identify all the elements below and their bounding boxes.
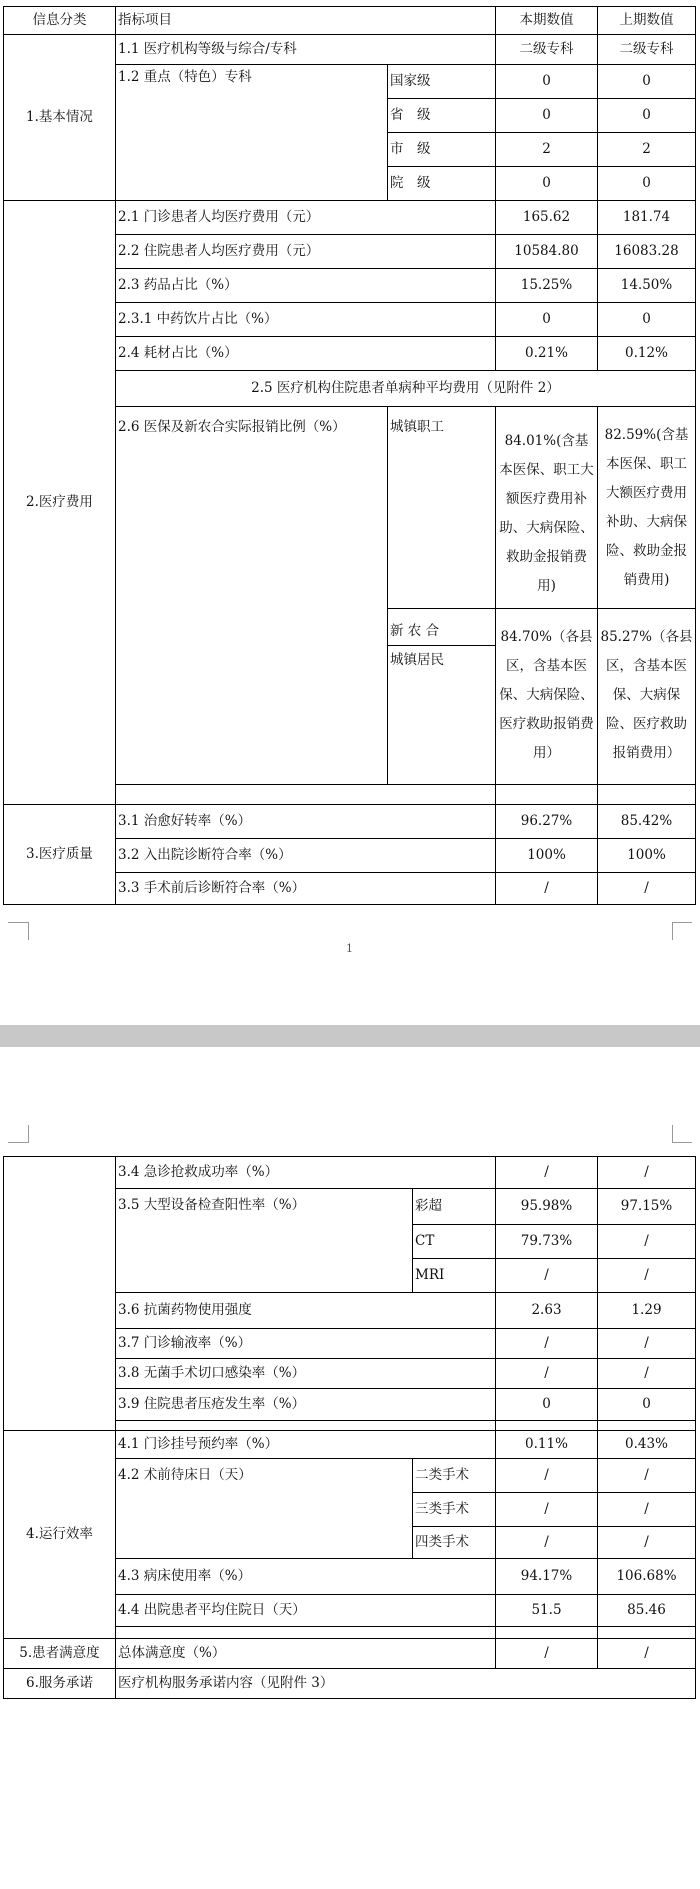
row-label: 3.2 入出院诊断符合率（%） [116,839,496,873]
previous-value: 0 [598,1389,696,1421]
crop-mark [672,1142,692,1143]
current-value: 15.25% [496,269,598,303]
current-value: 10584.80 [496,235,598,269]
current-value: 2.63 [496,1293,598,1329]
spacer-cell [496,1421,598,1431]
previous-value: 0 [598,99,696,133]
row-label: 2.3.1 中药饮片占比（%） [116,303,496,337]
info-table-page-1 [3,6,696,905]
spacer-cell [598,1421,696,1431]
row-label: 1.2 重点（特色）专科 [116,65,388,201]
current-value: / [496,1329,598,1359]
page-2 [0,1047,700,1889]
previous-value: 14.50% [598,269,696,303]
row-label: 4.2 术前待床日（天） [116,1459,413,1559]
spacer-cell [598,785,696,805]
row-label: 1.1 医疗机构等级与综合/专科 [116,35,496,65]
sub-label: 城镇职工 [388,407,496,609]
previous-value: / [598,1225,696,1259]
current-value: 2 [496,133,598,167]
crop-mark [28,922,29,940]
previous-value: / [598,1259,696,1293]
info-table-page-2 [3,1156,696,1699]
previous-value: 85.27%（各县区，含基本医保、大病保险、医疗救助报销费用） [598,609,696,785]
current-value: 0 [496,99,598,133]
current-value: / [496,1259,598,1293]
row-label: 3.1 治愈好转率（%） [116,805,496,839]
table-row [4,201,696,235]
sub-label: 彩超 [413,1189,496,1225]
current-value: 84.01%(含基本医保、职工大额医疗费用补助、大病保险、救助金报销费用) [496,407,598,609]
row-label: 3.8 无菌手术切口感染率（%） [116,1359,496,1389]
sub-label: 四类手术 [413,1527,496,1559]
table-row [4,805,696,839]
crop-mark [672,922,692,923]
header-current: 本期数值 [496,7,598,35]
table-row [4,1639,696,1669]
current-value: 79.73% [496,1225,598,1259]
current-value: 0.21% [496,337,598,371]
previous-value: 181.74 [598,201,696,235]
current-value: 165.62 [496,201,598,235]
page-number: 1 [346,942,353,955]
current-value: 94.17% [496,1559,598,1595]
previous-value: 106.68% [598,1559,696,1595]
current-value: 84.70%（各县区，含基本医保、大病保险、医疗救助报销费用） [496,609,598,785]
previous-value: 0 [598,167,696,201]
current-value: 95.98% [496,1189,598,1225]
spacer-cell [496,1627,598,1639]
row-label: 3.7 门诊输液率（%） [116,1329,496,1359]
previous-value: 16083.28 [598,235,696,269]
table-row [4,1157,696,1189]
category-ops: 4.运行效率 [4,1431,116,1639]
current-value: 0 [496,167,598,201]
current-value: / [496,1493,598,1527]
current-value: / [496,1527,598,1559]
header-previous: 上期数值 [598,7,696,35]
crop-mark [672,922,673,940]
category-basic: 1.基本情况 [4,35,116,201]
current-value: 51.5 [496,1595,598,1627]
current-value: 0 [496,303,598,337]
sub-label: 省 级 [388,99,496,133]
page-gap [0,1025,700,1047]
sub-label [388,609,496,785]
current-value: / [496,1157,598,1189]
sub-label: 院 级 [388,167,496,201]
previous-value: / [598,1459,696,1493]
category-quality-continued [4,1157,116,1431]
row-label: 总体满意度（%） [116,1639,496,1669]
previous-value: 1.29 [598,1293,696,1329]
row-label: 医疗机构服务承诺内容（见附件 3） [116,1669,696,1699]
previous-value: 0.12% [598,337,696,371]
sub-label-line: 城镇居民 [390,652,444,668]
previous-value: 100% [598,839,696,873]
row-label: 2.1 门诊患者人均医疗费用（元） [116,201,496,235]
sub-label-line: 新 农 合 [388,617,495,646]
sub-label: 国家级 [388,65,496,99]
row-label: 4.3 病床使用率（%） [116,1559,496,1595]
row-label: 3.3 手术前后诊断符合率（%） [116,873,496,905]
spacer-cell [496,785,598,805]
row-label: 3.6 抗菌药物使用强度 [116,1293,496,1329]
table-row [4,35,696,65]
row-label: 3.4 急诊抢救成功率（%） [116,1157,496,1189]
previous-value: / [598,1639,696,1669]
row-label: 2.4 耗材占比（%） [116,337,496,371]
header-category: 信息分类 [4,7,116,35]
previous-value: 97.15% [598,1189,696,1225]
current-value: / [496,1639,598,1669]
sub-label: 市 级 [388,133,496,167]
previous-value: / [598,1157,696,1189]
spacer-cell [116,1627,496,1639]
current-value: 二级专科 [496,35,598,65]
table-header-row [4,7,696,35]
previous-value: 2 [598,133,696,167]
sub-label: 二类手术 [413,1459,496,1493]
row-label: 3.5 大型设备检查阳性率（%） [116,1189,413,1293]
previous-value: 二级专科 [598,35,696,65]
previous-value: 85.42% [598,805,696,839]
row-label: 2.6 医保及新农合实际报销比例（%） [116,407,388,785]
row-label: 2.2 住院患者人均医疗费用（元） [116,235,496,269]
sub-label: MRI [413,1259,496,1293]
crop-mark [28,1125,29,1143]
table-row [4,1431,696,1459]
crop-mark [8,922,28,923]
current-value: 96.27% [496,805,598,839]
spacer-cell [598,1627,696,1639]
previous-value: / [598,1359,696,1389]
row-label: 3.9 住院患者压疮发生率（%） [116,1389,496,1421]
row-label: 4.4 出院患者平均住院日（天） [116,1595,496,1627]
row-label-span: 2.5 医疗机构住院患者单病种平均费用（见附件 2） [116,371,696,407]
previous-value: / [598,1493,696,1527]
previous-value: 0.43% [598,1431,696,1459]
current-value: 0.11% [496,1431,598,1459]
previous-value: 85.46 [598,1595,696,1627]
header-item: 指标项目 [116,7,496,35]
sub-label: CT [413,1225,496,1259]
row-label: 2.3 药品占比（%） [116,269,496,303]
category-satisfaction: 5.患者满意度 [4,1639,116,1669]
sub-label: 三类手术 [413,1493,496,1527]
category-quality: 3.医疗质量 [4,805,116,905]
current-value: / [496,1459,598,1493]
category-cost: 2.医疗费用 [4,201,116,805]
current-value: 0 [496,65,598,99]
row-label: 4.1 门诊挂号预约率（%） [116,1431,496,1459]
previous-value: / [598,1329,696,1359]
current-value: / [496,873,598,905]
crop-mark [672,1125,673,1143]
spacer-cell [116,1421,496,1431]
table-row [4,1669,696,1699]
previous-value: 82.59%(含基本医保、职工大额医疗费用补助、大病保险、救助金报销费用) [598,407,696,609]
previous-value: / [598,873,696,905]
current-value: 100% [496,839,598,873]
spacer-cell [116,785,496,805]
crop-mark [8,1142,28,1143]
category-service: 6.服务承诺 [4,1669,116,1699]
previous-value: / [598,1527,696,1559]
current-value: / [496,1359,598,1389]
current-value: 0 [496,1389,598,1421]
previous-value: 0 [598,65,696,99]
previous-value: 0 [598,303,696,337]
